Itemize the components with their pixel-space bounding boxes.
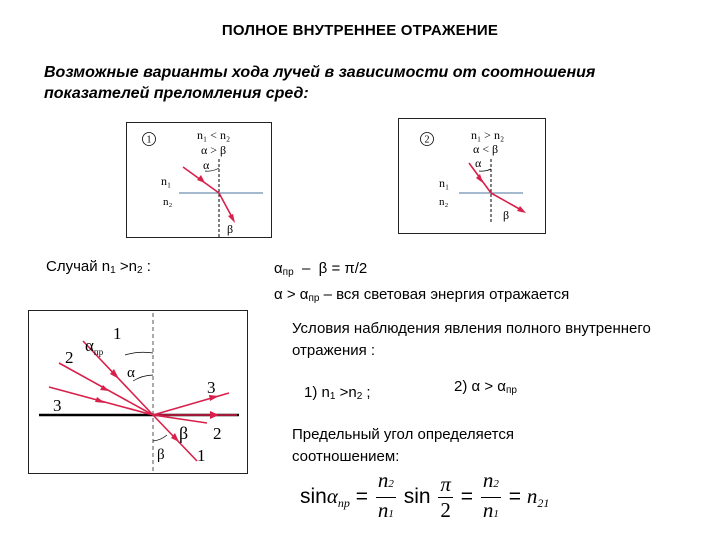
beta-label: β xyxy=(227,222,234,236)
fraction-n2-n1-b: $\frac{n2}{n1}$ xyxy=(482,468,499,522)
diagram-case-2-svg xyxy=(399,119,545,233)
diagram-total-reflection xyxy=(28,310,248,474)
conditions-heading: Условия наблюдения явления полного внутреннего отражения : xyxy=(292,320,651,359)
limit-angle-text: Предельный угол определяется соотношением: xyxy=(292,426,514,465)
beta-arc xyxy=(153,435,167,441)
diagram-case-2 xyxy=(398,118,546,234)
beta-label: β xyxy=(503,208,510,222)
alpha-label: α xyxy=(203,158,210,172)
refracted-arrow xyxy=(517,206,526,213)
alpha-label: α xyxy=(475,156,482,170)
diagram-case-1-svg xyxy=(127,123,271,237)
ray-label: 2 xyxy=(213,424,222,443)
diagram-case-1 xyxy=(126,122,272,238)
alpha-pr-arc xyxy=(125,352,153,355)
incident-arrow xyxy=(197,175,205,183)
alpha-arc xyxy=(133,375,153,381)
ray-label: 3 xyxy=(53,396,62,415)
diagram-total-reflection-svg xyxy=(29,311,247,473)
equation-line-1: $\alpha_{пр} - \beta = \pi/2$ xyxy=(274,260,368,278)
condition-1: n₁ < n₂ xyxy=(197,128,231,142)
alpha-label: α xyxy=(127,365,135,381)
condition-item-1: 1) $n_1 >n_2$ ; xyxy=(304,384,371,402)
beta-bottom-label: β xyxy=(157,447,165,463)
medium-top: n₁ xyxy=(161,174,172,188)
page-title: ПОЛНОЕ ВНУТРЕННЕЕ ОТРАЖЕНИЕ xyxy=(221,22,499,39)
condition-2: α > β xyxy=(201,143,227,157)
medium-top: n₁ xyxy=(439,176,450,190)
incident-arrow xyxy=(476,174,483,183)
case-number: 1 xyxy=(146,134,152,146)
medium-bottom: n₂ xyxy=(163,196,173,208)
beta-label: β xyxy=(179,423,189,443)
fraction-pi-2: $\frac{\pi}{2}$ xyxy=(440,472,451,522)
case-number: 2 xyxy=(424,134,430,146)
case-text: Случай $n_1 >n_2$ : xyxy=(46,258,151,276)
critical-angle-formula: sinαпр = $\frac{n2}{n1}$ sin $\frac{\pi}{2}$ = $\frac{n2}{n1}$ = n21 xyxy=(300,468,549,527)
page-subtitle: Возможные варианты хода лучей в зависимости от соотношения показателей преломления сред: xyxy=(44,64,596,102)
ray-3-arrow xyxy=(95,397,105,403)
fraction-n2-n1: $\frac{n2}{n1}$ xyxy=(377,468,394,522)
condition-1: n₁ > n₂ xyxy=(471,128,505,142)
alpha-pr-label: $\alpha_{пр}$ xyxy=(85,336,104,357)
condition-item-2: 2) $\alpha > \alpha_{пр}$ xyxy=(454,378,517,396)
ray-label: 1 xyxy=(197,446,206,465)
ray-grazing-arrow xyxy=(210,411,219,419)
critical-angle-equations xyxy=(274,258,569,310)
ray-label: 3 xyxy=(207,378,216,397)
observation-conditions xyxy=(292,318,692,362)
medium-bottom: n₂ xyxy=(439,196,449,208)
equation-line-2: $\alpha > \alpha_{пр}$ – вся световая энергия отражается xyxy=(274,286,570,304)
ray-label: 2 xyxy=(65,348,74,367)
condition-2: α < β xyxy=(473,142,499,156)
ray-label: 1 xyxy=(113,324,122,343)
